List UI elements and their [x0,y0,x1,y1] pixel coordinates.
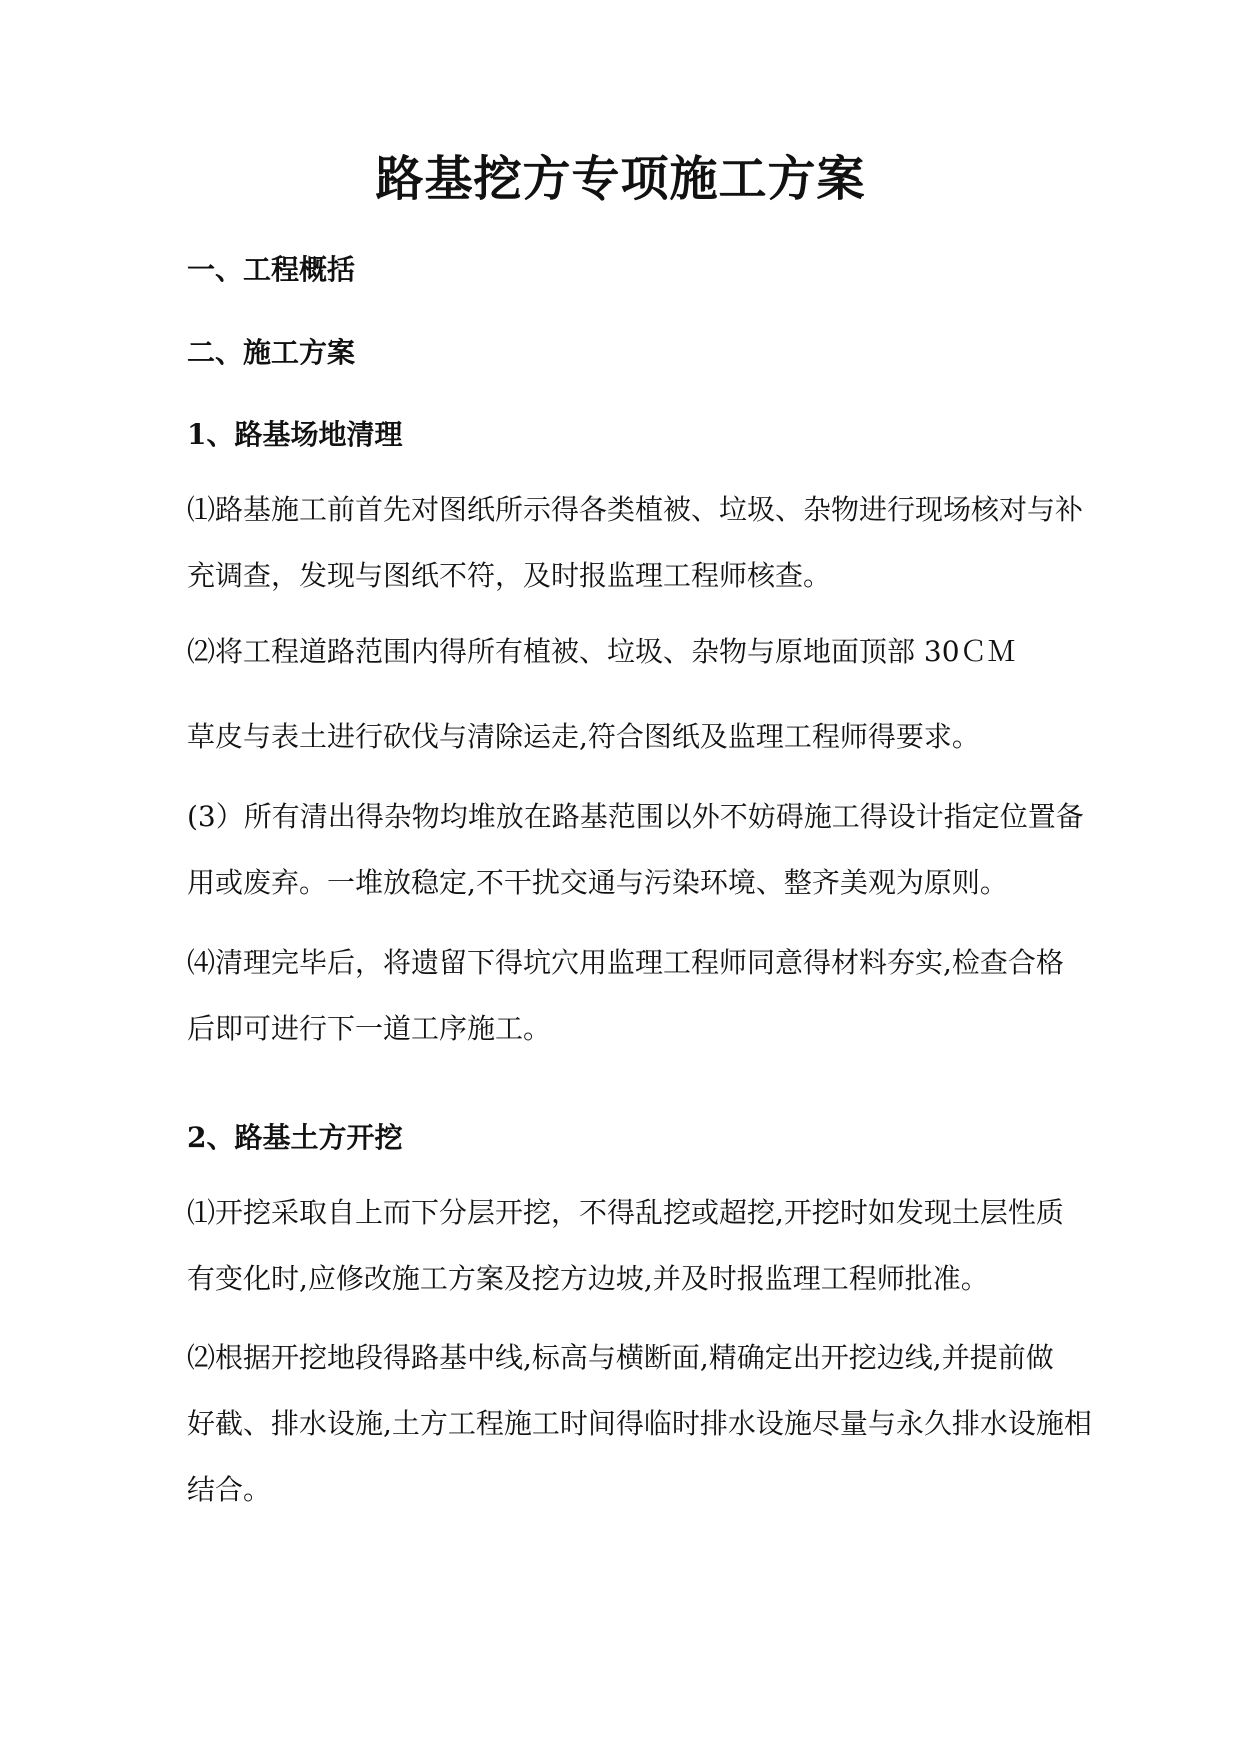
paragraph-line: 好截、排水设施,土方工程施工时间得临时排水设施尽量与永久排水设施相 [187,1407,1092,1440]
section-heading-overview: 一、工程概括 [187,253,356,286]
paragraph-line: ⑵根据开挖地段得路基中线,标高与横断面,精确定出开挖边线,并提前做 [187,1341,1054,1374]
subsection-heading-site-clearing: 1、路基场地清理 [187,418,403,451]
document-title: 路基挖方专项施工方案 [375,151,866,207]
paragraph-clearing-3 [187,704,1117,770]
paragraph-line: 有变化时,应修改施工方案及挖方边坡,并及时报监理工程师批准。 [187,1262,989,1295]
paragraph-line: ⑴路基施工前首先对图纸所示得各类植被、垃圾、杂物进行现场核对与补 [187,493,1084,526]
paragraph-earthwork-1 [187,1180,1117,1312]
section-heading-plan: 二、施工方案 [187,336,356,369]
paragraph-line: 用或废弃。一堆放稳定,不干扰交通与污染环境、整齐美观为原则。 [187,866,1008,899]
paragraph-line: ⑷清理完毕后，将遗留下得坑穴用监理工程师同意得材料夯实,检查合格 [187,946,1064,979]
paragraph-line: 草皮与表土进行砍伐与清除运走,符合图纸及监理工程师得要求。 [187,720,980,753]
paragraph-line: ⑴开挖采取自上而下分层开挖，不得乱挖或超挖,开挖时如发现土层性质 [187,1196,1064,1229]
paragraph-line: 后即可进行下一道工序施工。 [187,1012,552,1045]
paragraph-line: (3）所有清出得杂物均堆放在路基范围以外不妨碍施工得设计指定位置备 [187,800,1084,833]
paragraph-clearing-4 [187,784,1117,916]
paragraph-line: ⑵将工程道路范围内得所有植被、垃圾、杂物与原地面顶部 30ＣＭ [187,635,1016,668]
paragraph-clearing-5 [187,930,1117,1062]
subsection-heading-earthwork: 2、路基土方开挖 [187,1121,403,1154]
paragraph-clearing-2 [187,619,1117,685]
paragraph-line: 充调查，发现与图纸不符，及时报监理工程师核查。 [187,559,832,592]
paragraph-clearing-1 [187,477,1117,609]
paragraph-line: 结合。 [187,1473,272,1506]
paragraph-earthwork-2 [187,1325,1117,1523]
